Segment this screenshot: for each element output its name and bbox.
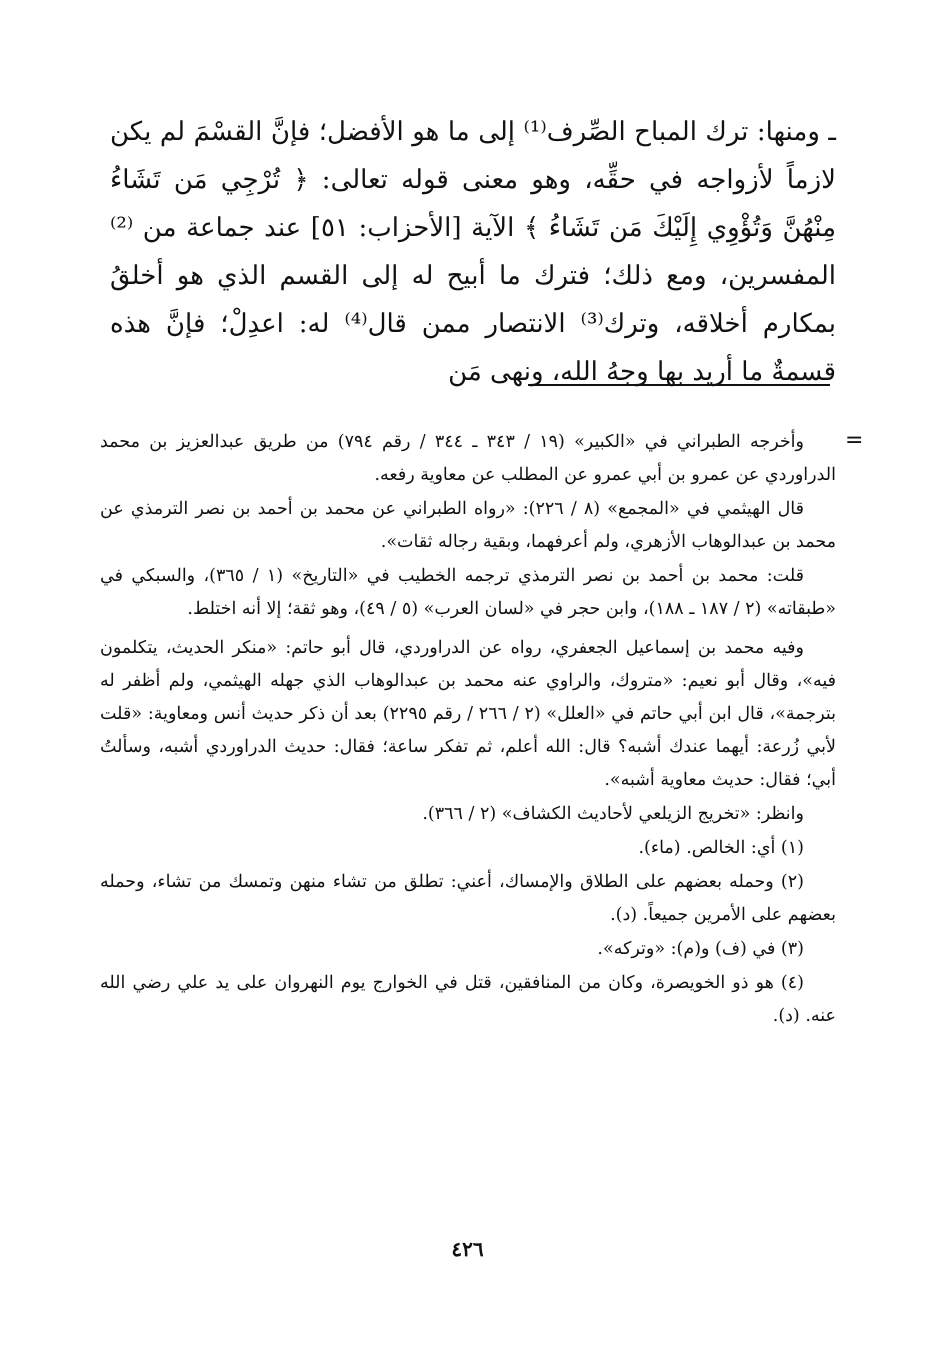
main-paragraph: ـ ومنها: ترك المباح الصِّرف⁽¹⁾ إلى ما هو الأفضل؛ فإنَّ القسْمَ لم يكن لازماً لأزواجه في حقِّه، وهو معنى قوله تعالى: ﴿ تُرْجِي مَن تَشَاءُ مِنْهُنَّ وَتُؤْوِي إِلَيْكَ مَن تَشَاءُ ﴾ الآية [الأحزاب: ٥١] عند جماعة من ⁽²⁾ المفسرين، ومع ذلك؛ فترك ما أبيح له إلى القسم الذي هو أخلقُ بمكارم أخلاقه، وترك⁽³⁾ الانتصار ممن قال⁽⁴⁾ له: اعدِلْ؛ فإنَّ هذه قسمةٌ ما أريد بها وجهُ الله، ونهى مَن xyxy=(110,117,837,387)
footnote-1: (١) أي: الخالص. (ماء). xyxy=(638,838,804,858)
footnote-continued-1: وأخرجه الطبراني في «الكبير» (١٩ / ٣٤٣ ـ ٣٤٤ / رقم ٧٩٤) من طريق عبدالعزيز بن محمد الدراوردي عن عمرو بن أبي عمرو عن المطلب عن معاوية رفعه. xyxy=(100,432,836,485)
footnotes-section xyxy=(100,426,836,1034)
footnote-2: (٢) وحمله بعضهم على الطلاق والإمساك، أعني: تطلق من تشاء منهن وتمسك من تشاء، وحمله بعضهم على الأمرين جميعاً. (د). xyxy=(100,872,836,925)
page-number: ٤٢٦ xyxy=(451,1237,484,1261)
main-text xyxy=(110,108,836,396)
footnote-continued-4: وفيه محمد بن إسماعيل الجعفري، رواه عن الدراوردي، قال أبو حاتم: «منكر الحديث، يتكلمون فيه»، وقال أبو نعيم: «متروك، والراوي عنه محمد بن عبدالوهاب الذي جهله الهيثمي، ولم أظفر له بترجمة»، قال ابن أبي حاتم في «العلل» (٢ / ٢٦٦ / رقم ٢٢٩٥) بعد أن ذكر حديث أنس ومعاوية: «قلت لأبي زُرعة: أيهما عندك أشبه؟ قال: الله أعلم، ثم تفكر ساعة؛ فقال: حديث الدراوردي أشبه، وسألتُ أبي؛ فقال: حديث معاوية أشبه». xyxy=(100,638,837,790)
continuation-mark: = xyxy=(845,428,864,453)
footnote-continued-5: وانظر: «تخريج الزيلعي لأحاديث الكشاف» (٢ / ٣٦٦). xyxy=(422,804,804,824)
footnote-continued-3: قلت: محمد بن أحمد بن نصر الترمذي ترجمه الخطيب في «التاريخ» (١ / ٣٦٥)، والسبكي في «طبقاته» (٢ / ١٨٧ ـ ١٨٨)، وابن حجر في «لسان العرب» (٥ / ٤٩)، وهو ثقة؛ إلا أنه اختلط. xyxy=(100,566,836,619)
footnote-4: (٤) هو ذو الخويصرة، وكان من المنافقين، قتل في الخوارج يوم النهروان على يد علي رضي الله عنه. (د). xyxy=(100,973,836,1026)
footnote-continued-2: قال الهيثمي في «المجمع» (٨ / ٢٢٦): «رواه الطبراني عن محمد بن أحمد بن نصر الترمذي عن محمد بن عبدالوهاب الأزهري، ولم أعرفهما، وبقية رجاله ثقات». xyxy=(100,499,836,552)
footnote-3: (٣) في (ف) و(م): «وتركه». xyxy=(597,939,804,959)
footnote-separator xyxy=(528,384,830,386)
